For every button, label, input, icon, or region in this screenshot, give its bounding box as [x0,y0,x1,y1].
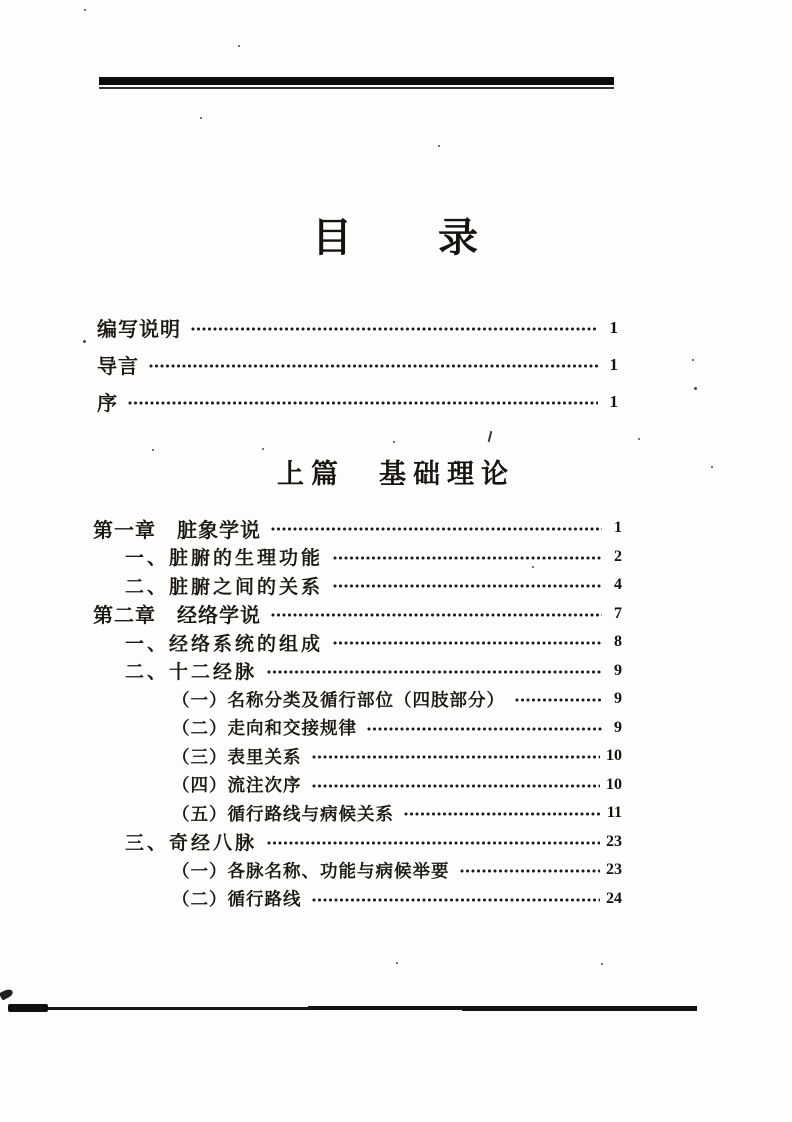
part-heading: 上篇 基础理论 [277,459,515,490]
toc-entry-page-number: 9 [614,718,622,736]
dot-leader [515,698,602,702]
scan-speck [262,448,264,450]
dot-leader [312,898,601,902]
header-rule-thick-line [99,77,614,85]
toc-entry-label: （二）循行路线 [172,889,302,910]
scan-speck [438,145,440,147]
dot-leader [333,584,602,588]
dot-leader [312,784,601,788]
toc-entry-page-number: 23 [606,861,622,879]
toc-entry [93,714,622,743]
toc-entry [93,885,622,914]
toc-entry-label: 第二章 经络学说 [93,603,261,628]
toc-entry-label: 二、十二经脉 [125,662,258,684]
scan-speck [84,9,86,11]
toc-entry [93,685,622,714]
toc-entry-label: 第一章 脏象学说 [93,517,261,542]
toc-list [93,514,622,913]
dot-leader [149,364,598,368]
scan-speck [83,340,86,343]
toc-entry [97,383,618,420]
toc-entry-page-number: 7 [614,604,622,622]
toc-entry [93,571,622,600]
toc-entry [97,346,618,383]
dot-leader [271,527,602,531]
dot-leader [460,869,601,873]
page-title: 目 录 [312,215,480,261]
dot-leader [267,670,602,674]
scan-speck [152,449,154,451]
front-matter-list [97,309,618,420]
toc-entry-page-number: 10 [606,747,622,765]
dot-leader [191,327,598,331]
toc-entry [93,628,622,657]
toc-entry [97,309,618,346]
scan-line-blob [8,1004,48,1012]
header-rule-thin-line [99,87,614,89]
dot-leader [267,841,600,845]
scan-speck [200,117,202,119]
toc-entry-label: 序 [97,391,118,415]
bottom-scan-line [8,1007,697,1010]
toc-entry [93,600,622,629]
toc-entry-page-number: 10 [606,775,622,793]
toc-entry [93,799,622,828]
toc-entry [93,543,622,572]
toc-entry-page-number: 2 [614,547,622,565]
toc-entry-page-number: 1 [609,391,618,411]
toc-entry-page-number: 4 [614,576,622,594]
dot-leader [333,556,602,560]
scan-speck [396,962,398,964]
toc-entry-label: （五）循行路线与病候关系 [172,803,394,824]
scan-speck [694,387,697,390]
toc-entry [93,657,622,686]
dot-leader [333,641,602,645]
toc-entry [93,828,622,857]
dot-leader [128,401,598,405]
toc-entry-page-number: 24 [606,889,622,907]
toc-entry-page-number: 23 [606,832,622,850]
scan-speck [532,566,534,568]
dot-leader [312,755,601,759]
scan-speck [711,466,713,468]
toc-entry-label: （一）名称分类及循行部位（四肢部分） [172,689,505,710]
scan-speck [238,45,240,47]
toc-entry-label: （二）走向和交接规律 [172,718,357,739]
toc-entry-label: （四）流注次序 [172,775,302,796]
toc-entry [93,742,622,771]
toc-entry [93,856,622,885]
toc-entry-label: 一、经络系统的组成 [125,633,324,655]
scan-speck [692,359,694,361]
scan-speck [638,438,640,440]
header-rule [99,77,614,89]
toc-entry-page-number: 1 [609,317,618,337]
toc-entry [93,771,622,800]
scan-speck [601,963,603,965]
dot-leader [271,613,602,617]
toc-entry-page-number: 9 [614,690,622,708]
toc-entry-page-number: 8 [614,633,622,651]
toc-entry-label: 一、脏腑的生理功能 [125,548,324,570]
toc-entry-label: （三）表里关系 [172,746,302,767]
dot-leader [404,812,601,816]
toc-entry-label: 编写说明 [97,317,181,341]
scan-line-blob [308,1006,478,1010]
dot-leader [367,727,602,731]
toc-entry-page-number: 1 [609,354,618,374]
toc-entry [93,514,622,543]
scan-speck [393,441,395,443]
toc-entry-label: 三、奇经八脉 [125,833,258,855]
toc-entry-label: 导言 [97,354,139,378]
scan-line-blob [462,1006,697,1011]
scan-corner-mark [0,987,14,1000]
scan-slash-speck [488,431,493,442]
toc-entry-label: 二、脏腑之间的关系 [125,576,324,598]
toc-entry-label: （一）各脉名称、功能与病候举要 [172,860,450,881]
toc-entry-page-number: 9 [614,661,622,679]
toc-entry-page-number: 1 [614,519,622,537]
toc-entry-page-number: 11 [606,804,622,822]
